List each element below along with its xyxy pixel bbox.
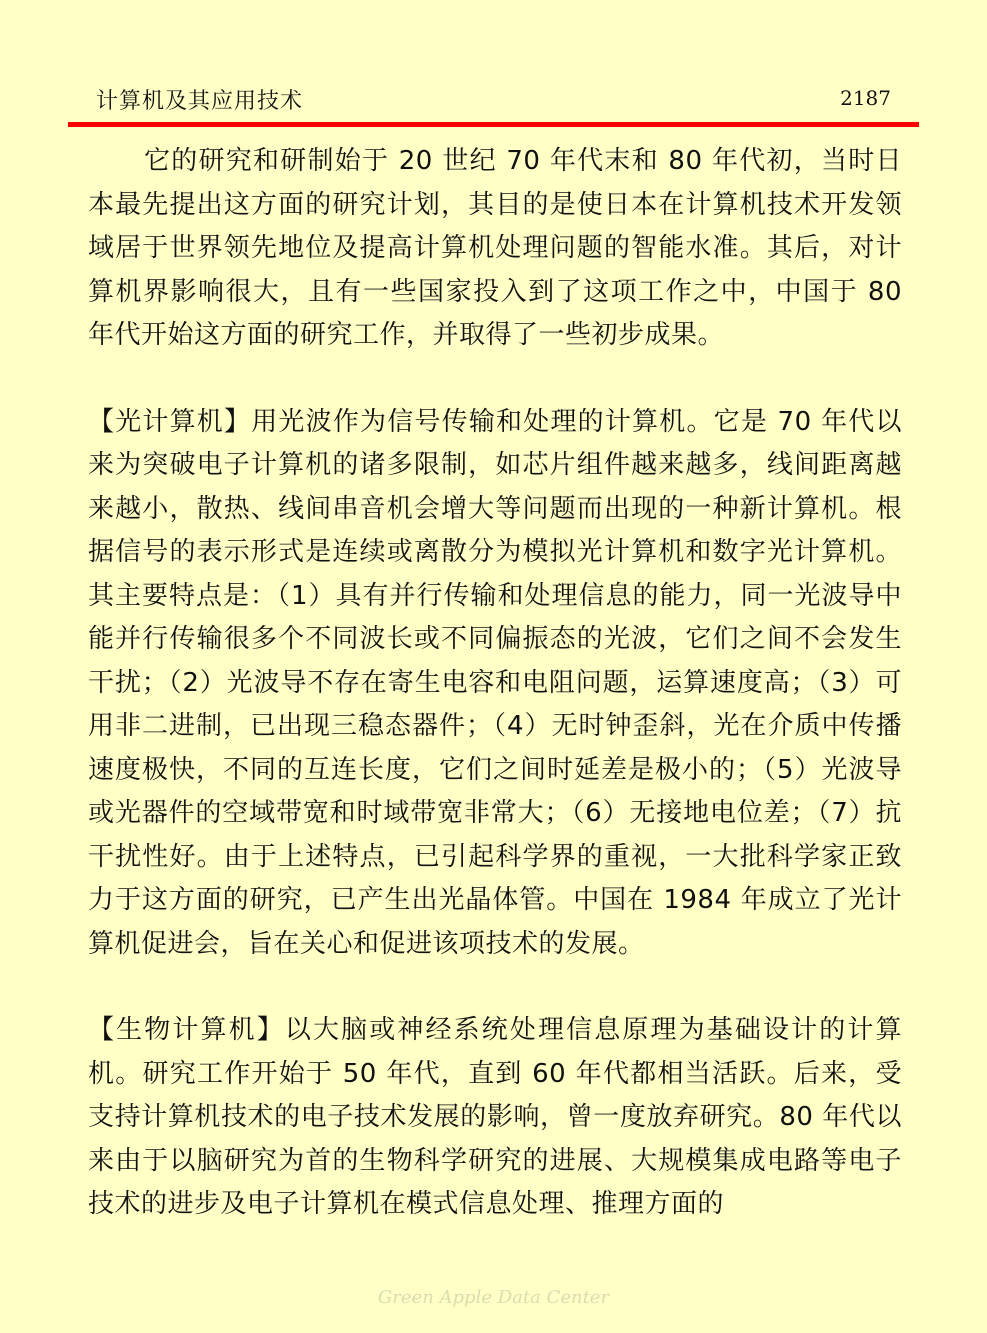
paragraph-spacer: [88, 358, 902, 401]
paragraph-optical-computer: 【光计算机】用光波作为信号传输和处理的计算机。它是 70 年代以来为突破电子计算机的诸多限制，如芯片组件越来越多，线间距离越来越小，散热、线间串音机会增大等问题而出现的一种新计算机。根据信号的表示形式是连续或离散分为模拟光计算机和数字光计算机。其主要特点是：（1）具有并行传输和处理信息的能力，同一光波导中能并行传输很多个不同波长或不同偏振态的光波，它们之间不会发生干扰；（2）光波导不存在寄生电容和电阻问题，运算速度高；（3）可用非二进制，已出现三稳态器件；（4）无时钟歪斜，光在介质中传播速度极快，不同的互连长度，它们之间时延差是极小的；（5）光波导或光器件的空域带宽和时域带宽非常大；（6）无接地电位差；（7）抗干扰性好。由于上述特点，已引起科学界的重视，一大批科学家正致力于这方面的研究，已产生出光晶体管。中国在 1984 年成立了光计算机促进会，旨在关心和促进该项技术的发展。: [88, 406, 902, 959]
running-header: [68, 84, 919, 124]
header-rule: [68, 122, 919, 127]
page-body: [88, 140, 902, 1227]
header-title: 计算机及其应用技术: [96, 89, 304, 114]
paragraph-spacer: [88, 966, 902, 1009]
page-number: 2187: [840, 86, 891, 110]
paragraph-bio-computer: 【生物计算机】以大脑或神经系统处理信息原理为基础设计的计算机。研究工作开始于 50 年代，直到 60 年代都相当活跃。后来，受支持计算机技术的电子技术发展的影响，曾一度放弃研究。80 年代以来由于以脑研究为首的生物科学研究的进展、大规模集成电路等电子技术的进步及电子计算机在模式信息处理、推理方面的: [88, 1015, 902, 1219]
paragraph-intro: 它的研究和研制始于 20 世纪 70 年代末和 80 年代初，当时日本最先提出这方面的研究计划，其目的是使日本在计算机技术开发领域居于世界领先地位及提高计算机处理问题的智能水准。其后，对计算机界影响很大，且有一些国家投入到了这项工作之中，中国于 80 年代开始这方面的研究工作，并取得了一些初步成果。: [88, 146, 902, 350]
watermark: Green Apple Data Center: [377, 1287, 610, 1308]
